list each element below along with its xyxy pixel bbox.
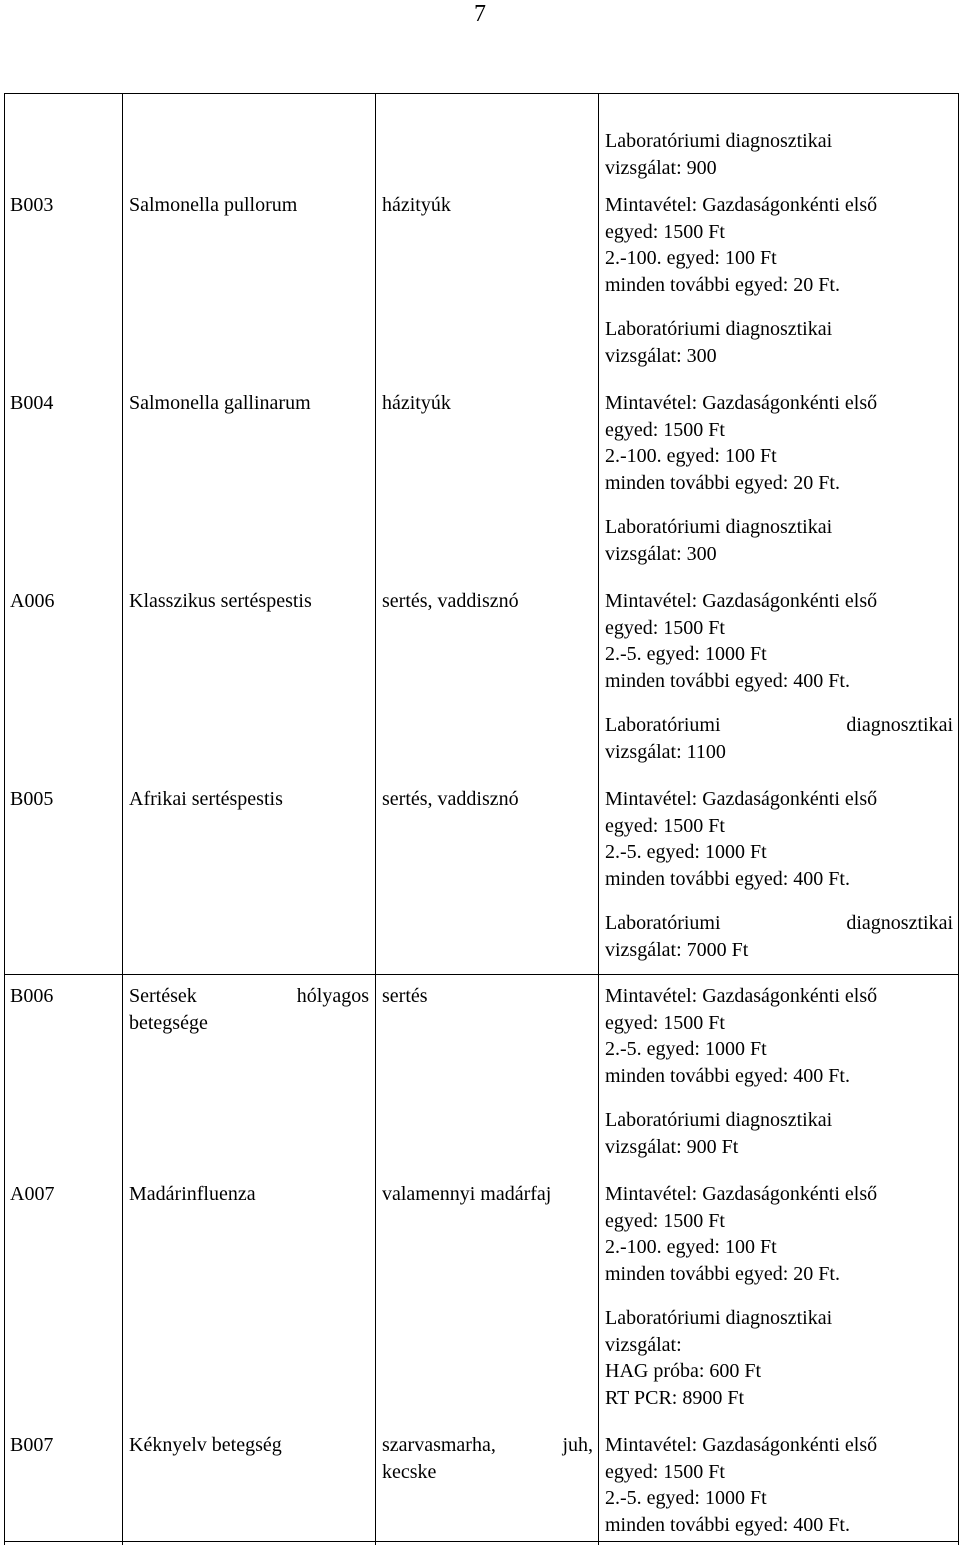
- fee-line: egyed: 1500 Ft: [605, 1460, 725, 1483]
- disease-code: A007: [10, 1183, 55, 1205]
- fee-line: 2.-100. egyed: 100 Ft: [605, 1236, 777, 1258]
- disease-name: Sertések hólyagos betegsége: [129, 985, 369, 1034]
- disease-code: B005: [10, 788, 54, 810]
- disease-name: Salmonella gallinarum: [129, 392, 311, 414]
- fee-line: Laboratóriumi diagnosztikai: [605, 1109, 833, 1131]
- animal-species: sertés, vaddisznó: [382, 788, 519, 810]
- fee-cell: [605, 128, 832, 181]
- fee-cell: [605, 588, 953, 765]
- fee-line: RT PCR: 8900 Ft: [605, 1386, 745, 1409]
- fee-line: vizsgálat: 300: [605, 542, 717, 565]
- fee-line: vizsgálat:: [605, 1333, 682, 1356]
- fee-line: 2.-5. egyed: 1000 Ft: [605, 841, 767, 863]
- fee-line: Laboratóriumi diagnosztikai: [605, 130, 833, 152]
- fee-line: 2.-5. egyed: 1000 Ft: [605, 1487, 767, 1509]
- fee-line: Mintavétel: Gazdaságonkénti első: [605, 392, 878, 414]
- table-border-left: [4, 93, 5, 1545]
- fee-line: egyed: 1500 Ft: [605, 616, 725, 639]
- animal-species: házityúk: [382, 194, 451, 216]
- fee-line-justified: Laboratóriumi diagnosztikai: [605, 912, 953, 934]
- fee-line: egyed: 1500 Ft: [605, 1209, 725, 1232]
- fee-line: HAG próba: 600 Ft: [605, 1360, 762, 1382]
- fee-cell: [605, 390, 877, 567]
- table-border-right: [958, 93, 959, 1545]
- disease-name: Madárinfluenza: [129, 1183, 256, 1205]
- fee-line: vizsgálat: 1100: [605, 740, 726, 763]
- fee-line: Laboratóriumi diagnosztikai: [605, 516, 833, 538]
- fee-line: Mintavétel: Gazdaságonkénti első: [605, 788, 878, 810]
- disease-code: B003: [10, 194, 54, 216]
- fee-line: Mintavétel: Gazdaságonkénti első: [605, 194, 878, 216]
- fee-line: Mintavétel: Gazdaságonkénti első: [605, 1434, 878, 1456]
- fee-line-justified: Laboratóriumi diagnosztikai: [605, 714, 953, 736]
- fee-line: minden további egyed: 400 Ft.: [605, 669, 850, 692]
- animal-species: valamennyi madárfaj: [382, 1183, 552, 1205]
- animal-species: sertés: [382, 985, 428, 1007]
- fee-line: Laboratóriumi diagnosztikai: [605, 318, 833, 340]
- fee-cell: [605, 192, 877, 369]
- fee-line: egyed: 1500 Ft: [605, 418, 725, 441]
- fee-line: 2.-5. egyed: 1000 Ft: [605, 643, 767, 665]
- disease-name: Klasszikus sertéspestis: [129, 590, 312, 612]
- table-border-bottom: [4, 1541, 959, 1542]
- column-divider: [598, 93, 599, 1545]
- fee-line: Mintavétel: Gazdaságonkénti első: [605, 985, 878, 1007]
- fee-line: vizsgálat: 7000 Ft: [605, 938, 749, 961]
- fee-line: egyed: 1500 Ft: [605, 1011, 725, 1034]
- fee-line: 2.-100. egyed: 100 Ft: [605, 445, 777, 467]
- fee-line: vizsgálat: 900 Ft: [605, 1135, 739, 1158]
- disease-code: B004: [10, 392, 54, 414]
- disease-code: B006: [10, 985, 54, 1007]
- fee-cell: [605, 983, 877, 1160]
- fee-cell: [605, 786, 953, 963]
- page-number: 7: [474, 1, 486, 27]
- fee-line: egyed: 1500 Ft: [605, 220, 725, 243]
- fee-line: minden további egyed: 20 Ft.: [605, 1262, 840, 1285]
- animal-species: szarvasmarha, juh, kecske: [382, 1434, 593, 1483]
- fee-line: vizsgálat: 300: [605, 344, 717, 367]
- fee-line: vizsgálat: 900: [605, 156, 717, 179]
- fee-line: minden további egyed: 20 Ft.: [605, 273, 840, 296]
- animal-species: házityúk: [382, 392, 451, 414]
- fee-line: egyed: 1500 Ft: [605, 814, 725, 837]
- fee-line: 2.-100. egyed: 100 Ft: [605, 247, 777, 269]
- column-divider: [122, 93, 123, 1545]
- table-border-top: [4, 93, 959, 94]
- disease-code: B007: [10, 1434, 54, 1456]
- fee-line: minden további egyed: 400 Ft.: [605, 867, 850, 890]
- fee-cell: [605, 1181, 877, 1411]
- disease-code: A006: [10, 590, 55, 612]
- fee-line: 2.-5. egyed: 1000 Ft: [605, 1038, 767, 1060]
- row-divider: [4, 974, 959, 975]
- fee-line: Mintavétel: Gazdaságonkénti első: [605, 1183, 878, 1205]
- column-divider: [375, 93, 376, 1545]
- fee-line: Mintavétel: Gazdaságonkénti első: [605, 590, 878, 612]
- fee-line: minden további egyed: 400 Ft.: [605, 1513, 850, 1536]
- disease-name: Kéknyelv betegség: [129, 1434, 282, 1456]
- disease-name: Afrikai sertéspestis: [129, 788, 283, 810]
- disease-name: Salmonella pullorum: [129, 194, 298, 216]
- animal-species: sertés, vaddisznó: [382, 590, 519, 612]
- fee-line: minden további egyed: 20 Ft.: [605, 471, 840, 494]
- fee-cell: [605, 1432, 877, 1538]
- fee-line: minden további egyed: 400 Ft.: [605, 1064, 850, 1087]
- fee-line: Laboratóriumi diagnosztikai: [605, 1307, 833, 1329]
